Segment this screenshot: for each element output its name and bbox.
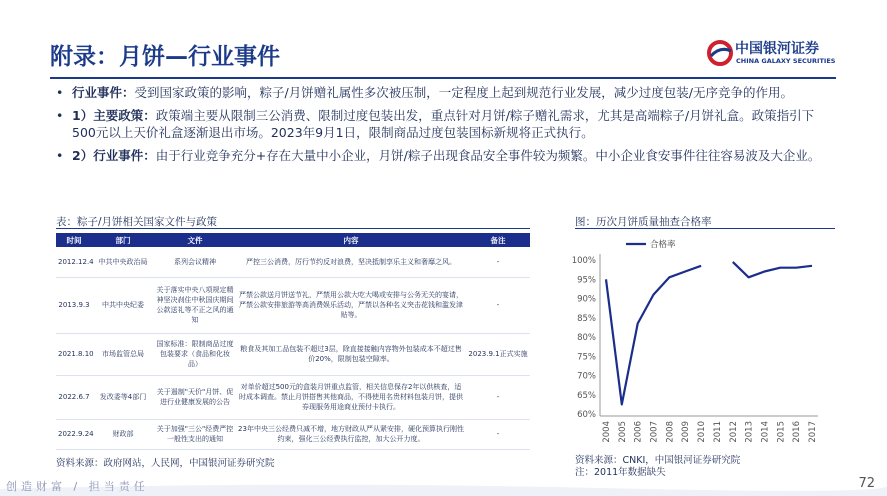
column-header: 备注 [466,233,530,247]
bullet-lead: 1）主要政策： [72,108,156,123]
legend-label: 合格率 [650,240,676,250]
x-tick-label: 2015 [776,421,787,443]
cell-content: 粮食及其加工品包装不超过3层，除直接接触内容物外包装成本不超过售价20%，限制包装空隙率。 [236,333,466,375]
x-tick-label: 2007 [649,421,660,443]
logo-text-cn: 中国银河证券 [735,41,819,57]
cell-dept: 发改委等4部门 [92,375,154,419]
x-tick-label: 2010 [697,421,708,443]
page-title: 附录：月饼—行业事件 [50,44,280,70]
cell-note: - [466,277,530,333]
table-row [56,333,530,375]
cell-doc: 关于遏制"天价"月饼、促进行业健康发展的公告 [154,375,236,419]
x-tick-label: 2008 [665,421,676,443]
table-caption: 表：粽子/月饼相关国家文件与政策 [56,216,218,228]
x-tick-label: 2005 [617,421,628,443]
cell-content: 严禁公款送月饼送节礼，严禁用公款大吃大喝或安排与公务无关的宴请，严禁公款安排旅游等高消费娱乐活动，严禁以各种名义突击花钱和滥发津贴等。 [236,277,466,333]
brand-logo [707,36,857,76]
cell-content: 23年中央三公经费只减不增，地方财政从严从紧安排，硬化预算执行刚性约束，强化三公经费执行监控，加大公开力度。 [236,419,466,449]
chart-source-block [575,455,740,479]
bullet-list [56,84,836,170]
table-row [56,247,530,277]
cell-note: - [466,375,530,419]
table-source: 资料来源：政府网站，人民网，中国银河证券研究院 [56,458,275,469]
galaxy-logo-icon [707,40,733,66]
x-tick-label: 2012 [728,421,739,443]
table-header-row [56,233,530,247]
x-tick-label: 2009 [681,421,692,443]
bullet-marker: • [56,148,64,163]
cell-doc: 关于加强"三公"经费严控一般性支出的通知 [154,419,236,449]
column-header: 文件 [154,233,236,247]
cell-content: 对单价超过500元的盒装月饼重点监管，相关信息保存2年以供核查，适时成本调查。禁止月饼搭售其他商品，不得使用名贵材料包装月饼，提供券现服务用途商业预付卡执行。 [236,375,466,419]
table-caption-underline [56,228,530,229]
x-tick-label: 2014 [760,421,771,443]
table-row [56,277,530,333]
x-tick-label: 2011 [712,421,723,443]
cell-dept: 市场监管总局 [92,333,154,375]
y-tick-label: 75% [577,352,596,363]
bullet-text: 由于行业竞争充分+存在大量中小企业，月饼/粽子出现食品安全事件较为频繁。中小企业食安事件往往容易波及大企业。 [155,148,821,163]
bullet-marker: • [56,108,64,123]
bullet-text: 受到国家政策的影响，粽子/月饼赠礼属性多次被压制，一定程度上起到规范行业发展，减少过度包装/无序竞争的作用。 [134,85,793,100]
title-divider [50,77,836,79]
pass-rate-line-chart [562,232,824,450]
y-tick-label: 65% [577,390,596,401]
x-tick-label: 2016 [792,421,803,443]
cell-dept: 中共中央纪委 [92,277,154,333]
cell-date: 2012.12.4 [56,247,92,277]
footer-slogan: 创造财富 / 担当责任 [6,480,149,493]
cell-date: 2013.9.3 [56,277,92,333]
chart-source: 资料来源：CNKI，中国银河证券研究院 [575,455,741,466]
series-line [606,266,701,405]
x-tick-label: 2004 [602,421,612,443]
y-tick-label: 80% [577,333,596,343]
table-row [56,375,530,419]
cell-date: 2021.8.10 [56,333,92,375]
series-line [733,262,812,277]
y-tick-label: 70% [577,371,596,382]
chart-caption-underline [575,228,835,229]
column-header: 时间 [56,233,92,247]
cell-note: - [466,247,530,277]
cell-note: 2023.9.1正式实施 [466,333,530,375]
bullet-lead: 2）行业事件： [72,148,156,163]
cell-note: - [466,419,530,449]
bullet-text: 政策端主要从限制三公消费、限制过度包装出发，重点针对月饼/粽子赠礼需求，尤其是高端粽子/月饼礼盒。政策指引下500元以上天价礼盒逐渐退出市场。2023年9月1日，限制商品过度包装国标新规将正式执行。 [72,108,815,140]
cell-content: 严控三公消费，厉行节约反对浪费，坚决抵制享乐主义和奢靡之风。 [236,247,466,277]
y-tick-label: 60% [577,410,596,420]
y-tick-label: 100% [571,256,596,266]
cell-doc: 系列会议精神 [154,247,236,277]
table-row [56,419,530,449]
x-tick-label: 2006 [633,421,644,443]
bullet-marker: • [56,85,64,100]
bullet-item [56,147,836,164]
y-tick-label: 95% [577,275,596,286]
y-tick-label: 90% [577,294,596,305]
column-header: 部门 [92,233,154,247]
bullet-item [56,107,836,141]
cell-date: 2022.9.24 [56,419,92,449]
cell-dept: 中共中央政治局 [92,247,154,277]
y-tick-label: 85% [577,313,596,324]
x-tick-label: 2013 [744,421,755,443]
cell-doc: 国家标准：限制商品过度包装要求（食品和化妆品） [154,333,236,375]
chart-caption: 图：历次月饼质量抽查合格率 [575,216,712,228]
cell-dept: 财政部 [92,419,154,449]
bullet-item [56,84,836,101]
x-tick-label: 2017 [808,421,818,443]
logo-text-en: CHINA GALAXY SECURITIES [736,57,836,65]
cell-doc: 关于落实中央八项规定精神坚决刹住中秋国庆期间公款送礼等不正之风的通知 [154,277,236,333]
bullet-lead: 行业事件： [72,85,135,100]
cell-date: 2022.6.7 [56,375,92,419]
policy-table [56,233,530,450]
chart-note: 注：2011年数据缺失 [575,467,666,478]
page-number: 72 [858,476,875,491]
column-header: 内容 [236,233,466,247]
